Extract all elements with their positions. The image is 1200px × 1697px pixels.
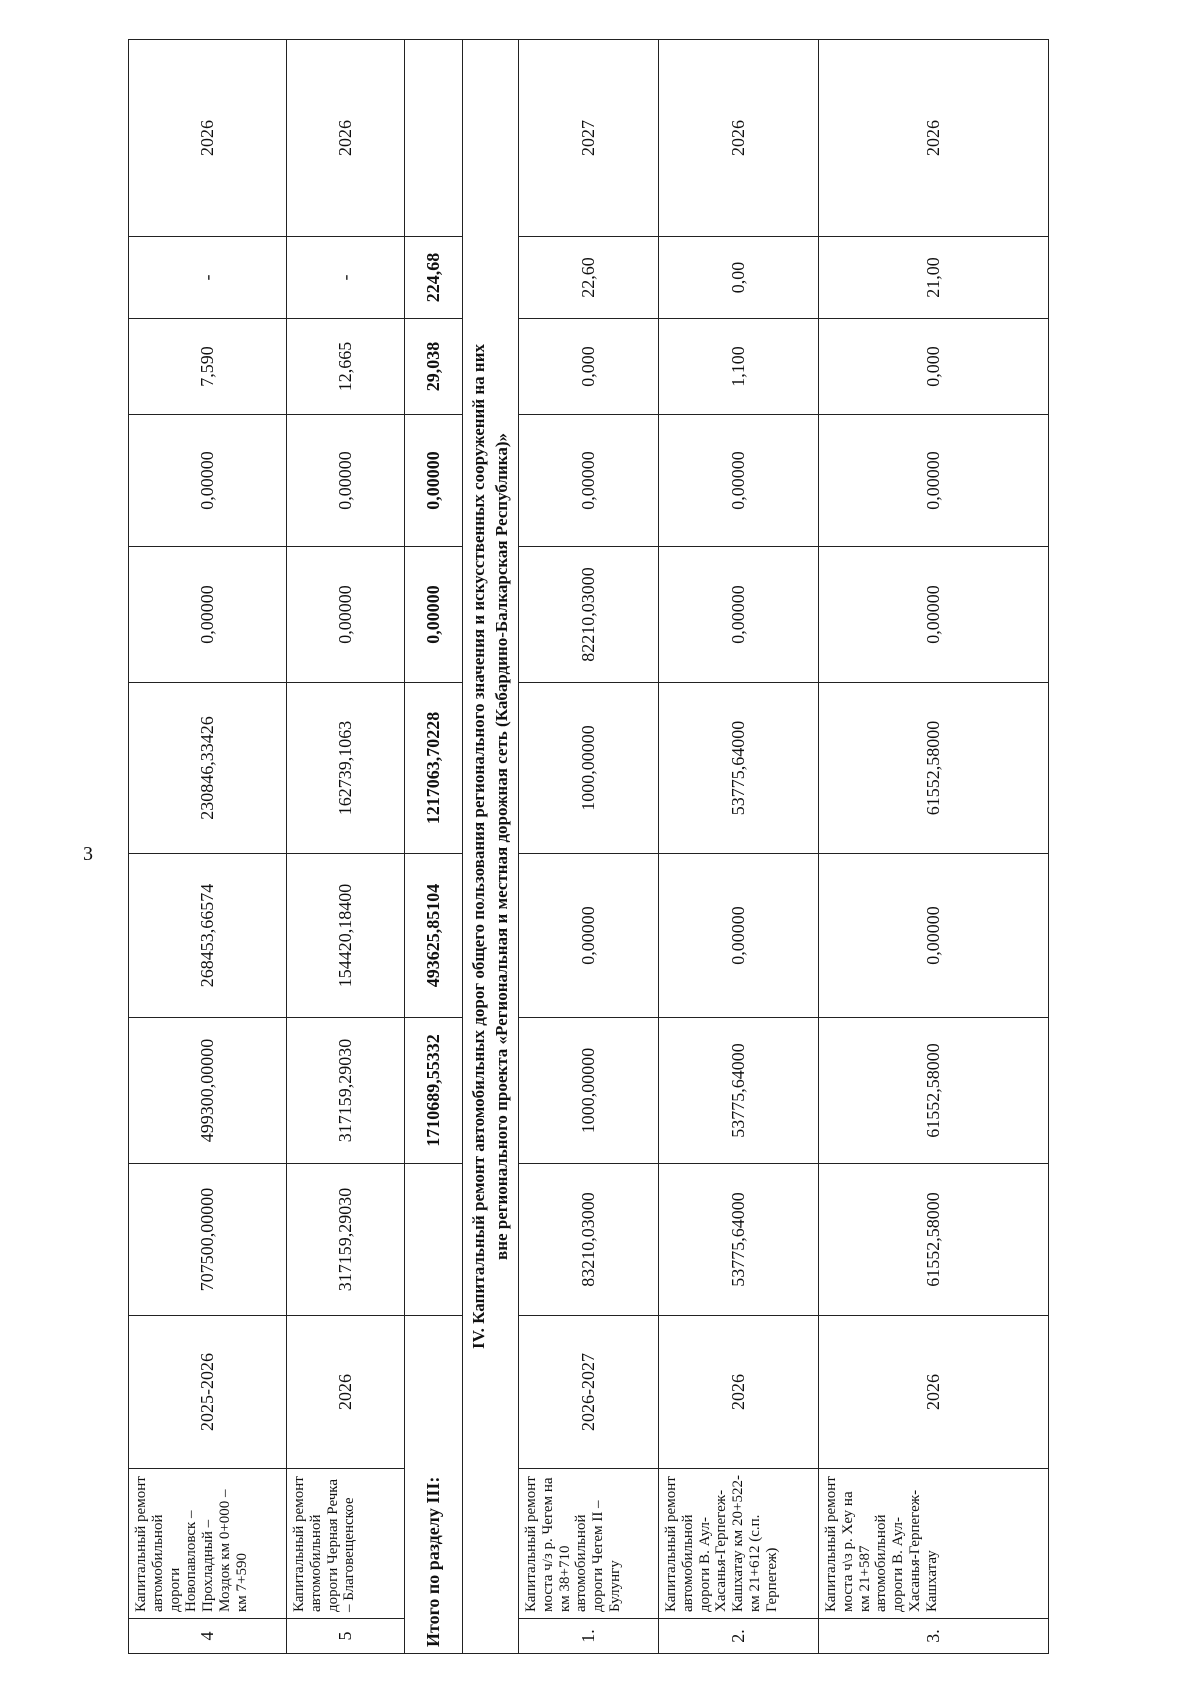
section-title-line-1: IV. Капитальный ремонт автомобильных дорог общего пользования регионального значения и искусственных сооружений на них (469, 343, 489, 1350)
empty-cell (405, 1164, 463, 1316)
section-header-row (463, 40, 519, 1654)
period: 2026 (659, 1316, 819, 1469)
value-cell: 162739,1063 (287, 683, 405, 854)
value-cell: 0,00000 (129, 547, 287, 683)
value-cell: 0,00000 (659, 854, 819, 1018)
section-title-line-2: вне регионального проекта «Региональная и местная дорожная сеть (Кабардино-Балкарская Республика)» (491, 433, 511, 1260)
year-cell: 2026 (129, 40, 287, 237)
value-cell: 0,00000 (819, 547, 1049, 683)
capital-repair-table (128, 39, 1049, 1654)
page-number: 3 (83, 843, 93, 865)
value-cell: 154420,18400 (287, 854, 405, 1018)
value-cell: 61552,58000 (819, 1164, 1049, 1316)
length2-cell: 0,00 (659, 237, 819, 319)
value-cell: 0,00000 (659, 547, 819, 683)
value-cell: 1000,00000 (519, 683, 659, 854)
table-row (129, 40, 287, 1654)
row-number: 2. (659, 1619, 819, 1654)
total-length2: 224,68 (405, 237, 463, 319)
total-value: 1710689,55332 (405, 1018, 463, 1164)
year-cell: 2026 (659, 40, 819, 237)
value-cell: 0,00000 (659, 415, 819, 547)
year-cell: 2026 (819, 40, 1049, 237)
value-cell: 707500,00000 (129, 1164, 287, 1316)
object-name: Капитальный ремонт моста ч/з р. Чегем на км 38+710 автомобильной дороги Чегем II – Булунгу (519, 1469, 659, 1619)
object-name: Капитальный ремонт моста ч\з р. Хеу на км 21+587 автомобильной дороги В. Аул-Хасанья-Герпегеж-Кашхатау (819, 1469, 1049, 1619)
length2-cell: 22,60 (519, 237, 659, 319)
total-label: Итого по разделу III: (405, 1316, 463, 1654)
value-cell: 0,00000 (519, 854, 659, 1018)
empty-cell (405, 40, 463, 237)
value-cell: 317159,29030 (287, 1164, 405, 1316)
total-value: 1217063,70228 (405, 683, 463, 854)
length2-cell: - (287, 237, 405, 319)
length-cell: 0,000 (519, 319, 659, 415)
length-cell: 12,665 (287, 319, 405, 415)
object-name: Капитальный ремонт автомобильной дороги Новопавловск – Прохладный – Моздок км 0+000 – км 7+590 (129, 1469, 287, 1619)
value-cell: 53775,64000 (659, 1164, 819, 1316)
row-number: 3. (819, 1619, 1049, 1654)
value-cell: 0,00000 (287, 415, 405, 547)
value-cell: 0,00000 (287, 547, 405, 683)
section-title (463, 40, 519, 1654)
value-cell: 53775,64000 (659, 1018, 819, 1164)
length-cell: 7,590 (129, 319, 287, 415)
value-cell: 0,00000 (129, 415, 287, 547)
object-name: Капитальный ремонт автомобильной дороги Черная Речка – Благовещенское (287, 1469, 405, 1619)
value-cell: 0,00000 (519, 415, 659, 547)
value-cell: 317159,29030 (287, 1018, 405, 1164)
value-cell: 82210,03000 (519, 547, 659, 683)
length2-cell: 21,00 (819, 237, 1049, 319)
value-cell: 0,00000 (819, 415, 1049, 547)
length-cell: 1,100 (659, 319, 819, 415)
value-cell: 230846,33426 (129, 683, 287, 854)
value-cell: 0,00000 (819, 854, 1049, 1018)
table-row (519, 40, 659, 1654)
period: 2026 (819, 1316, 1049, 1469)
table-row (659, 40, 819, 1654)
value-cell: 61552,58000 (819, 683, 1049, 854)
value-cell: 268453,66574 (129, 854, 287, 1018)
total-value: 0,00000 (405, 415, 463, 547)
table-row (287, 40, 405, 1654)
period: 2025-2026 (129, 1316, 287, 1469)
section-total-row (405, 40, 463, 1654)
period: 2026-2027 (519, 1316, 659, 1469)
object-name: Капитальный ремонт автомобильной дороги В. Аул-Хасанья-Герпегеж-Кашхатау км 20+522-км 21+612 (с.п. Герпегеж) (659, 1469, 819, 1619)
value-cell: 83210,03000 (519, 1164, 659, 1316)
year-cell: 2027 (519, 40, 659, 237)
total-length: 29,038 (405, 319, 463, 415)
total-value: 0,00000 (405, 547, 463, 683)
table-row (819, 40, 1049, 1654)
rotated-table-wrapper (128, 40, 1048, 1654)
length-cell: 0,000 (819, 319, 1049, 415)
period: 2026 (287, 1316, 405, 1469)
row-number: 5 (287, 1619, 405, 1654)
value-cell: 1000,00000 (519, 1018, 659, 1164)
value-cell: 499300,00000 (129, 1018, 287, 1164)
row-number: 1. (519, 1619, 659, 1654)
year-cell: 2026 (287, 40, 405, 237)
total-value: 493625,85104 (405, 854, 463, 1018)
value-cell: 53775,64000 (659, 683, 819, 854)
length2-cell: - (129, 237, 287, 319)
row-number: 4 (129, 1619, 287, 1654)
value-cell: 61552,58000 (819, 1018, 1049, 1164)
